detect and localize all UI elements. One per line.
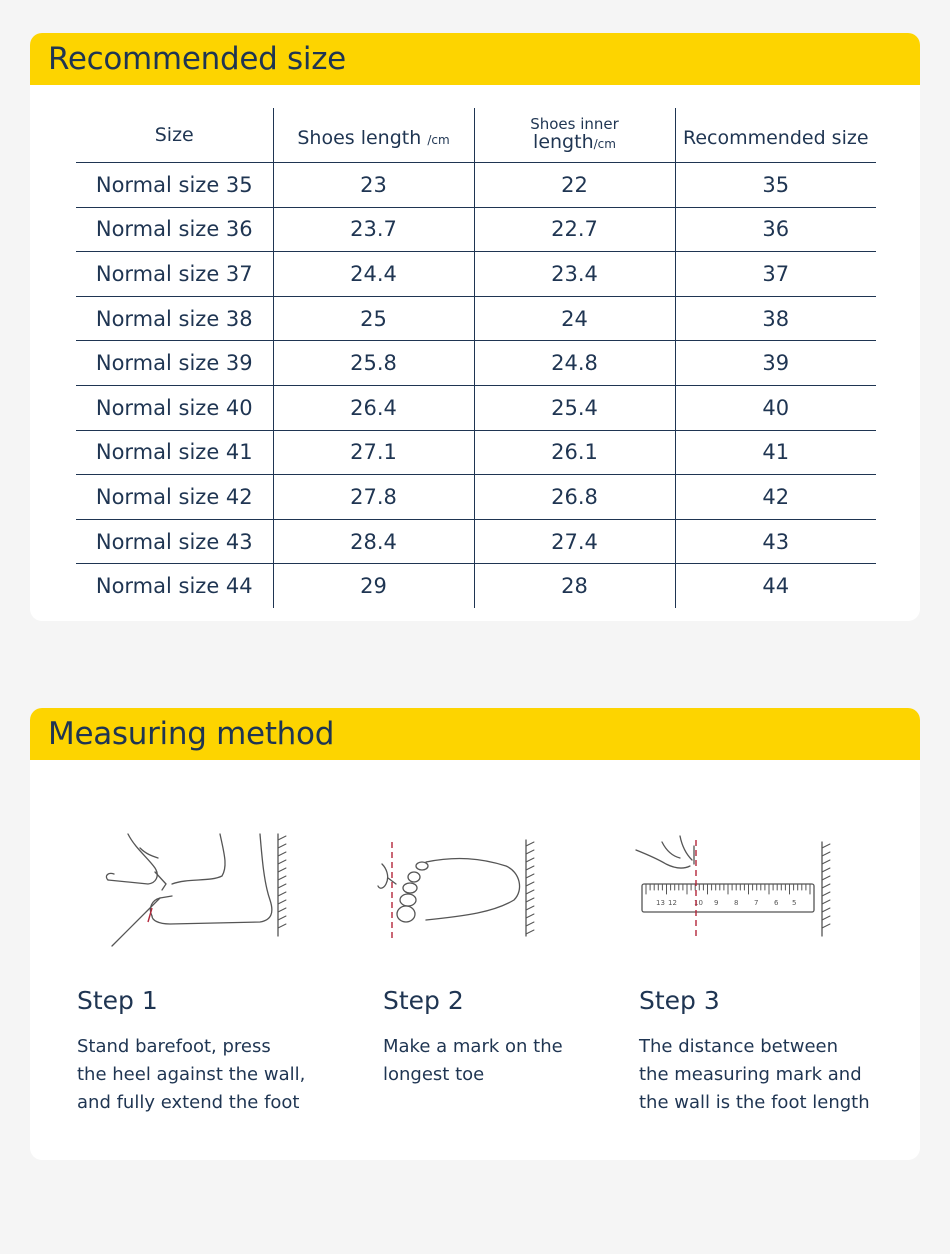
ruler-label: 13 [656, 899, 665, 907]
cell-shoes-length: 24.4 [273, 252, 474, 297]
cell-recommended: 38 [675, 296, 876, 341]
measuring-method-title: Measuring method [30, 708, 920, 760]
table-row [76, 385, 876, 430]
cell-size: Normal size 38 [76, 296, 273, 341]
table-row [76, 296, 876, 341]
cell-recommended: 37 [675, 252, 876, 297]
header-size: Size [76, 108, 273, 163]
cell-inner-length: 26.1 [474, 430, 675, 475]
mark-longest-toe-illustration [366, 828, 606, 953]
ruler-label: 7 [754, 899, 759, 907]
cell-shoes-length: 28.4 [273, 519, 474, 564]
step-1-desc: Stand barefoot, press the heel against the wall, and fully extend the foot [77, 1036, 306, 1113]
table-row [76, 519, 876, 564]
step-2-desc: Make a mark on the longest toe [383, 1036, 563, 1085]
ruler-label: 9 [714, 899, 719, 907]
table-row [76, 252, 876, 297]
cell-shoes-length: 27.8 [273, 475, 474, 520]
shoes-length-unit: /cm [427, 133, 450, 147]
table-row [76, 341, 876, 386]
cell-size: Normal size 40 [76, 385, 273, 430]
cell-recommended: 44 [762, 574, 790, 599]
cell-size: Normal size 39 [76, 341, 273, 386]
ruler-label: 10 [694, 899, 703, 907]
cell-inner-length: 22.7 [474, 207, 675, 252]
cell-inner-length: 27.4 [474, 519, 675, 564]
cell-inner-length: 22 [474, 163, 675, 208]
cell-recommended: 35 [675, 163, 876, 208]
header-shoes-length: Shoes length /cm [273, 108, 474, 163]
cell-inner-length: 26.8 [474, 475, 675, 520]
header-shoes-inner-length [474, 108, 675, 163]
heel-against-wall-illustration [60, 828, 300, 953]
cell-size: Normal size 43 [76, 519, 273, 564]
header-recommended-size: Recommended size [675, 108, 876, 163]
cell-shoes-length: 26.4 [273, 385, 474, 430]
cell-recommended: 39 [675, 341, 876, 386]
cell-recommended: 42 [675, 475, 876, 520]
ruler-label: 8 [734, 899, 739, 907]
size-table [76, 108, 876, 608]
inner-length-unit: /cm [593, 137, 616, 151]
table-row [76, 163, 876, 208]
table-row [76, 430, 876, 475]
cell-shoes-length: 29 [273, 564, 474, 608]
measuring-method-card [30, 708, 920, 1160]
step-3-title: Step 3 [639, 986, 720, 1015]
cell-recommended: 43 [675, 519, 876, 564]
recommended-size-title: Recommended size [30, 33, 920, 85]
recommended-size-card [30, 33, 920, 621]
step-2-title: Step 2 [383, 986, 464, 1015]
cell-shoes-length: 23.7 [273, 207, 474, 252]
cell-recommended: 41 [675, 430, 876, 475]
table-row [76, 564, 876, 608]
cell-size: Normal size 37 [76, 252, 273, 297]
cell-shoes-length: 25 [273, 296, 474, 341]
cell-size: Normal size 42 [76, 475, 273, 520]
header-inner-bottom: length [533, 131, 594, 153]
cell-inner-length: 25.4 [474, 385, 675, 430]
cell-size: Normal size 44 [76, 564, 273, 608]
table-header-row [76, 108, 876, 163]
cell-inner-length: 24.8 [474, 341, 675, 386]
table-row [76, 475, 876, 520]
cell-recommended: 36 [675, 207, 876, 252]
ruler-label: 12 [668, 899, 677, 907]
cell-shoes-length: 23 [273, 163, 474, 208]
ruler-label: 5 [792, 899, 797, 907]
cell-recommended: 40 [675, 385, 876, 430]
cell-inner-length: 24 [474, 296, 675, 341]
cell-inner-length: 28 [474, 564, 675, 608]
cell-inner-length: 23.4 [474, 252, 675, 297]
cell-shoes-length: 25.8 [273, 341, 474, 386]
cell-size: Normal size 36 [76, 207, 273, 252]
step-3-desc: The distance between the measuring mark and the wall is the foot length [639, 1036, 870, 1113]
cell-size: Normal size 35 [76, 163, 273, 208]
cell-size: Normal size 41 [76, 430, 273, 475]
table-row [76, 207, 876, 252]
header-inner-top: Shoes inner [530, 115, 619, 133]
cell-shoes-length: 27.1 [273, 430, 474, 475]
step-1-title: Step 1 [77, 986, 158, 1015]
ruler-label: 6 [774, 899, 779, 907]
ruler-measure-illustration [622, 828, 862, 953]
